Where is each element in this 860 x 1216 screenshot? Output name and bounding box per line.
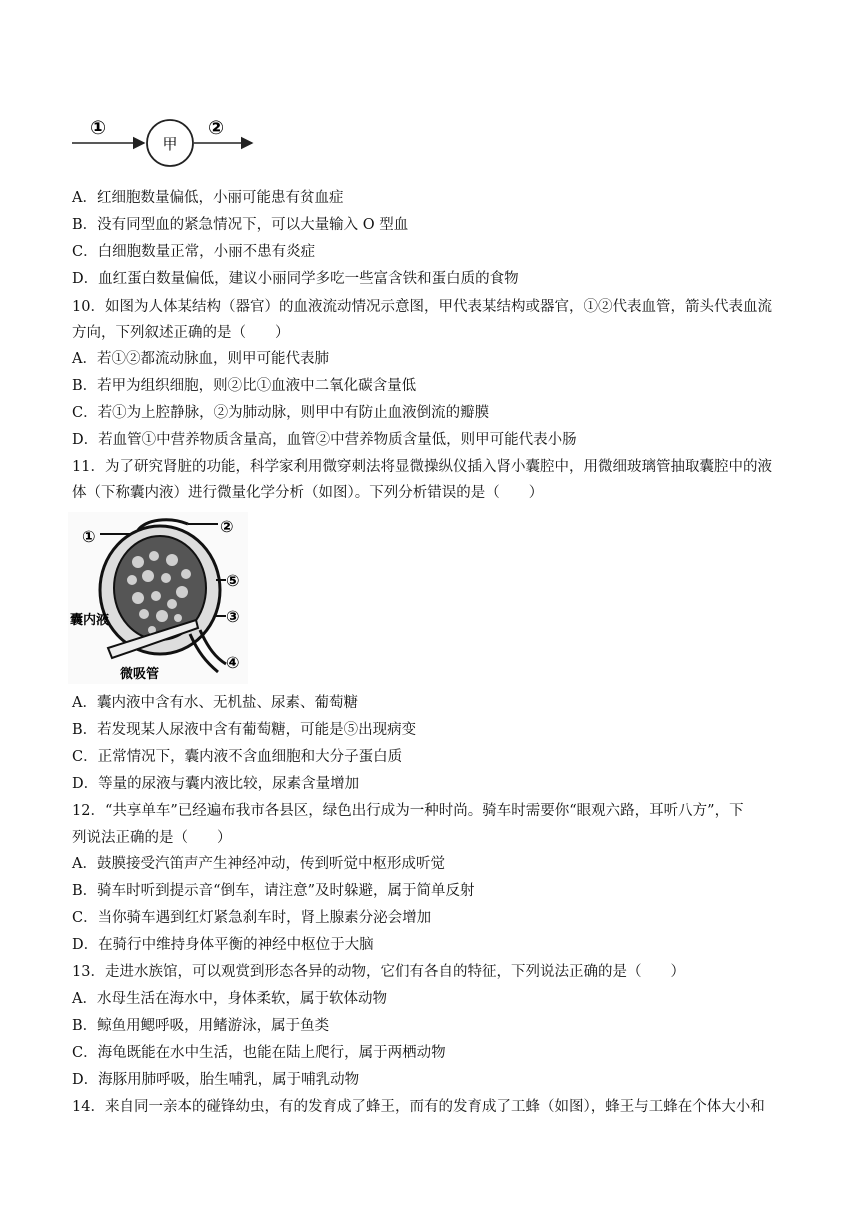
q9-option-c: C．白细胞数量正常，小丽不患有炎症	[72, 244, 316, 260]
label-3: ③	[226, 607, 240, 626]
vessel-2-label: ②	[208, 117, 225, 139]
q14-stem-line1: 14．来自同一亲本的碰锋幼虫，有的发育成了蜂王，而有的发育成了工蜂（如图），蜂王与工蜂在个体大小和	[72, 1099, 765, 1115]
label-capsule-fluid: 囊内液	[70, 613, 110, 628]
q9-option-d: D．血红蛋白数量偏低，建议小丽同学多吃一些富含铁和蛋白质的食物	[72, 271, 519, 287]
q13-option-c: C．海龟既能在水中生活，也能在陆上爬行，属于两栖动物	[72, 1045, 446, 1061]
label-4: ④	[226, 653, 240, 672]
q10-option-c: C．若①为上腔静脉，②为肺动脉，则甲中有防止血液倒流的瓣膜	[72, 405, 490, 421]
q12-option-c: C．当你骑车遇到红灯紧急刹车时，肾上腺素分泌会增加	[72, 910, 432, 926]
q12-option-d: D．在骑行中维持身体平衡的神经中枢位于大脑	[72, 937, 374, 953]
q12-option-b: B．骑车时听到提示音“倒车，请注意”及时躲避，属于简单反射	[72, 883, 475, 899]
label-2: ②	[220, 517, 234, 536]
q9-option-a: A．红细胞数量偏低，小丽可能患有贫血症	[72, 190, 344, 206]
q13-option-d: D．海豚用肺呼吸，胎生哺乳，属于哺乳动物	[72, 1072, 360, 1088]
vessel-1-label: ①	[90, 117, 107, 139]
label-micropipette: 微吸管	[120, 667, 160, 682]
q10-stem-line1: 10．如图为人体某结构（器官）的血液流动情况示意图，甲代表某结构或器官，①②代表血管，箭头代表血流	[72, 299, 772, 315]
q12-stem-line1: 12．“共享单车”已经遍布我市各县区，绿色出行成为一种时尚。骑车时需要你“眼观六路，耳听八方”，下	[72, 803, 744, 819]
q13-stem: 13．走进水族馆，可以观赏到形态各异的动物，它们有各自的特征，下列说法正确的是（ ）	[72, 964, 685, 980]
q11-option-c: C．正常情况下，囊内液不含血细胞和大分子蛋白质	[72, 749, 403, 765]
q12-option-a: A．鼓膜接受汽笛声产生神经冲动，传到听觉中枢形成听觉	[72, 856, 445, 872]
q11-option-d: D．等量的尿液与囊内液比较，尿素含量增加	[72, 776, 360, 792]
organ-jia-label: 甲	[162, 135, 178, 153]
q11-stem-line2: 体（下称囊内液）进行微量化学分析（如图）。下列分析错误的是（ ）	[72, 485, 544, 501]
label-1: ①	[82, 527, 96, 546]
q10-stem-line2: 方向，下列叙述正确的是（ ）	[72, 325, 290, 341]
label-5: ⑤	[226, 571, 240, 590]
blood-flow-diagram	[66, 112, 266, 172]
q11-option-a: A．囊内液中含有水、无机盐、尿素、葡萄糖	[72, 695, 358, 711]
q10-option-b: B．若甲为组织细胞，则②比①血液中二氧化碳含量低	[72, 378, 417, 394]
q12-stem-line2: 列说法正确的是（ ）	[72, 830, 232, 846]
q13-option-b: B．鲸鱼用鳃呼吸，用鳍游泳，属于鱼类	[72, 1018, 330, 1034]
q10-option-a: A．若①②都流动脉血，则甲可能代表肺	[72, 351, 329, 367]
q11-stem-line1: 11．为了研究肾脏的功能，科学家利用微穿刺法将显微操纵仪插入肾小囊腔中，用微细玻璃管抽取囊腔中的液	[72, 459, 772, 475]
kidney-capsule-diagram	[68, 512, 248, 684]
q13-option-a: A．水母生活在海水中，身体柔软，属于软体动物	[72, 991, 387, 1007]
q9-option-b: B．没有同型血的紧急情况下，可以大量输入 O 型血	[72, 217, 409, 233]
q11-option-b: B．若发现某人尿液中含有葡萄糖，可能是⑤出现病变	[72, 722, 417, 738]
q10-option-d: D．若血管①中营养物质含量高，血管②中营养物质含量低，则甲可能代表小肠	[72, 432, 577, 448]
